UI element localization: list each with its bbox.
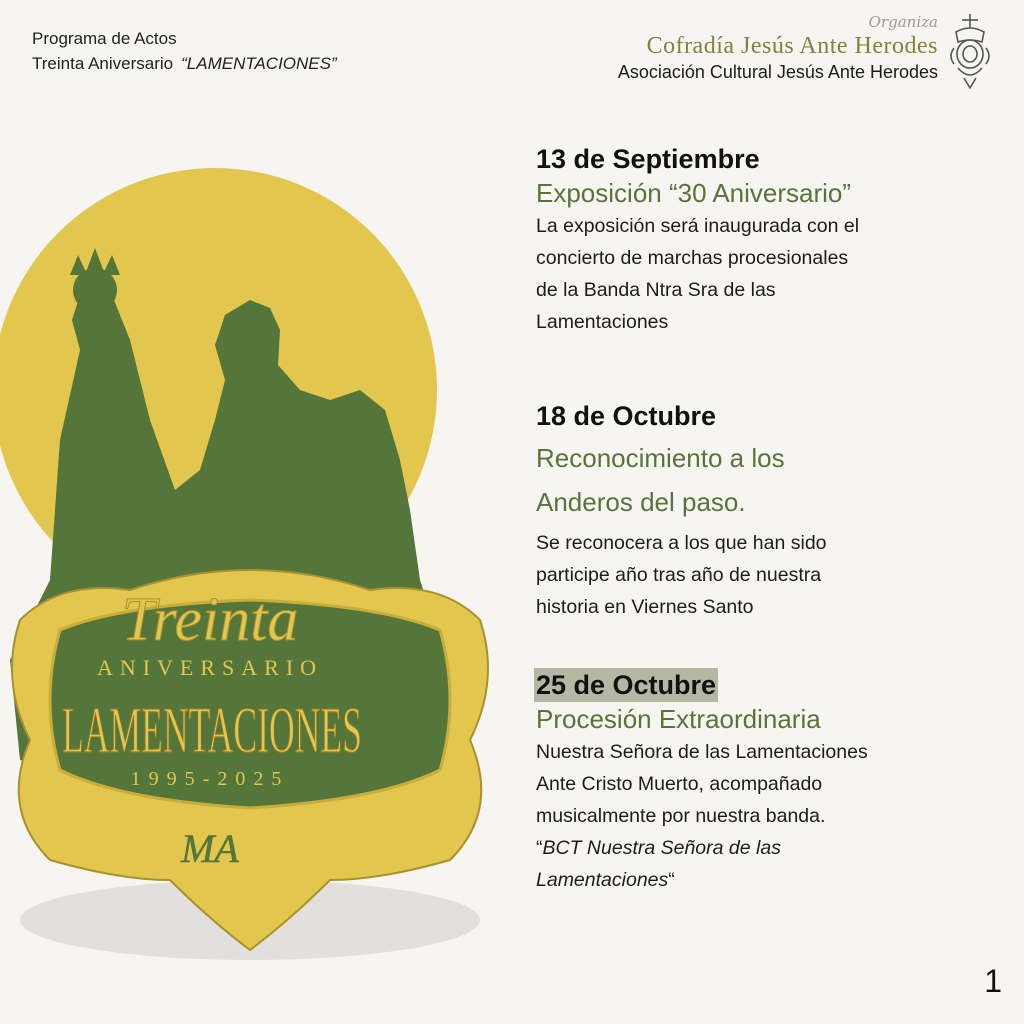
event-1: [536, 142, 976, 338]
event-title: Exposición “30 Aniversario”: [536, 178, 852, 208]
program-label: Programa de Actos: [32, 29, 177, 48]
crest-icon: [946, 12, 994, 90]
event-title: Procesión Extraordinaria: [536, 704, 821, 734]
event-title: [536, 433, 976, 527]
desc-line: musicalmente por nuestra banda.: [536, 805, 826, 827]
desc-line: concierto de marchas procesionales: [536, 247, 849, 269]
desc-line: Lamentaciones: [536, 311, 669, 333]
event-description: [536, 527, 976, 623]
event-date: 18 de Octubre: [536, 401, 717, 431]
event-date: 13 de Septiembre: [536, 144, 760, 174]
desc-line: Nuestra Señora de las Lamentaciones: [536, 741, 868, 763]
cofradia-name: Cofradía Jesús Ante Herodes: [646, 33, 938, 59]
monogram: MA: [181, 826, 239, 871]
artwork-aniversario: ANIVERSARIO: [96, 655, 324, 680]
desc-line: de la Banda Ntra Sra de las: [536, 279, 776, 301]
desc-line: [536, 832, 976, 864]
crown-icon: [70, 248, 120, 312]
program-subtitle: [32, 51, 337, 76]
desc-line: participe año tras año de nuestra: [536, 564, 822, 586]
event-2: [536, 399, 976, 623]
desc-line: historia en Viernes Santo: [536, 596, 754, 618]
page-number: 1: [984, 963, 1002, 999]
anniversary-artwork: [0, 160, 500, 980]
artwork-years: 1995-2025: [130, 768, 290, 790]
event-description: [536, 210, 976, 338]
event-date: 25 de Octubre: [536, 670, 717, 700]
quote-mark: “: [536, 837, 543, 859]
event-3: [536, 668, 976, 896]
organiza-label: Organiza: [868, 13, 938, 31]
band-name: Lamentaciones: [536, 869, 669, 891]
organizer-block: [618, 12, 938, 84]
desc-line: [536, 864, 976, 896]
desc-line: La exposición será inaugurada con el: [536, 215, 860, 237]
title-line: Anderos del paso.: [536, 487, 746, 517]
subtitle-name: “LAMENTACIONES”: [181, 54, 337, 73]
subtitle-prefix: Treinta Aniversario: [32, 54, 174, 73]
asociacion-name: Asociación Cultural Jesús Ante Herodes: [617, 62, 938, 82]
quote-mark: “: [668, 869, 675, 891]
event-description: [536, 736, 976, 896]
artwork-title-treinta: Treinta: [121, 586, 299, 654]
artwork-lamentaciones: LAMENTACIONES: [62, 694, 362, 767]
title-line: Reconocimiento a los: [536, 443, 785, 473]
band-name: BCT Nuestra Señora de las: [542, 837, 781, 859]
desc-line: Se reconocera a los que han sido: [536, 532, 827, 554]
program-header: [32, 26, 337, 76]
desc-line: Ante Cristo Muerto, acompañado: [536, 773, 823, 795]
